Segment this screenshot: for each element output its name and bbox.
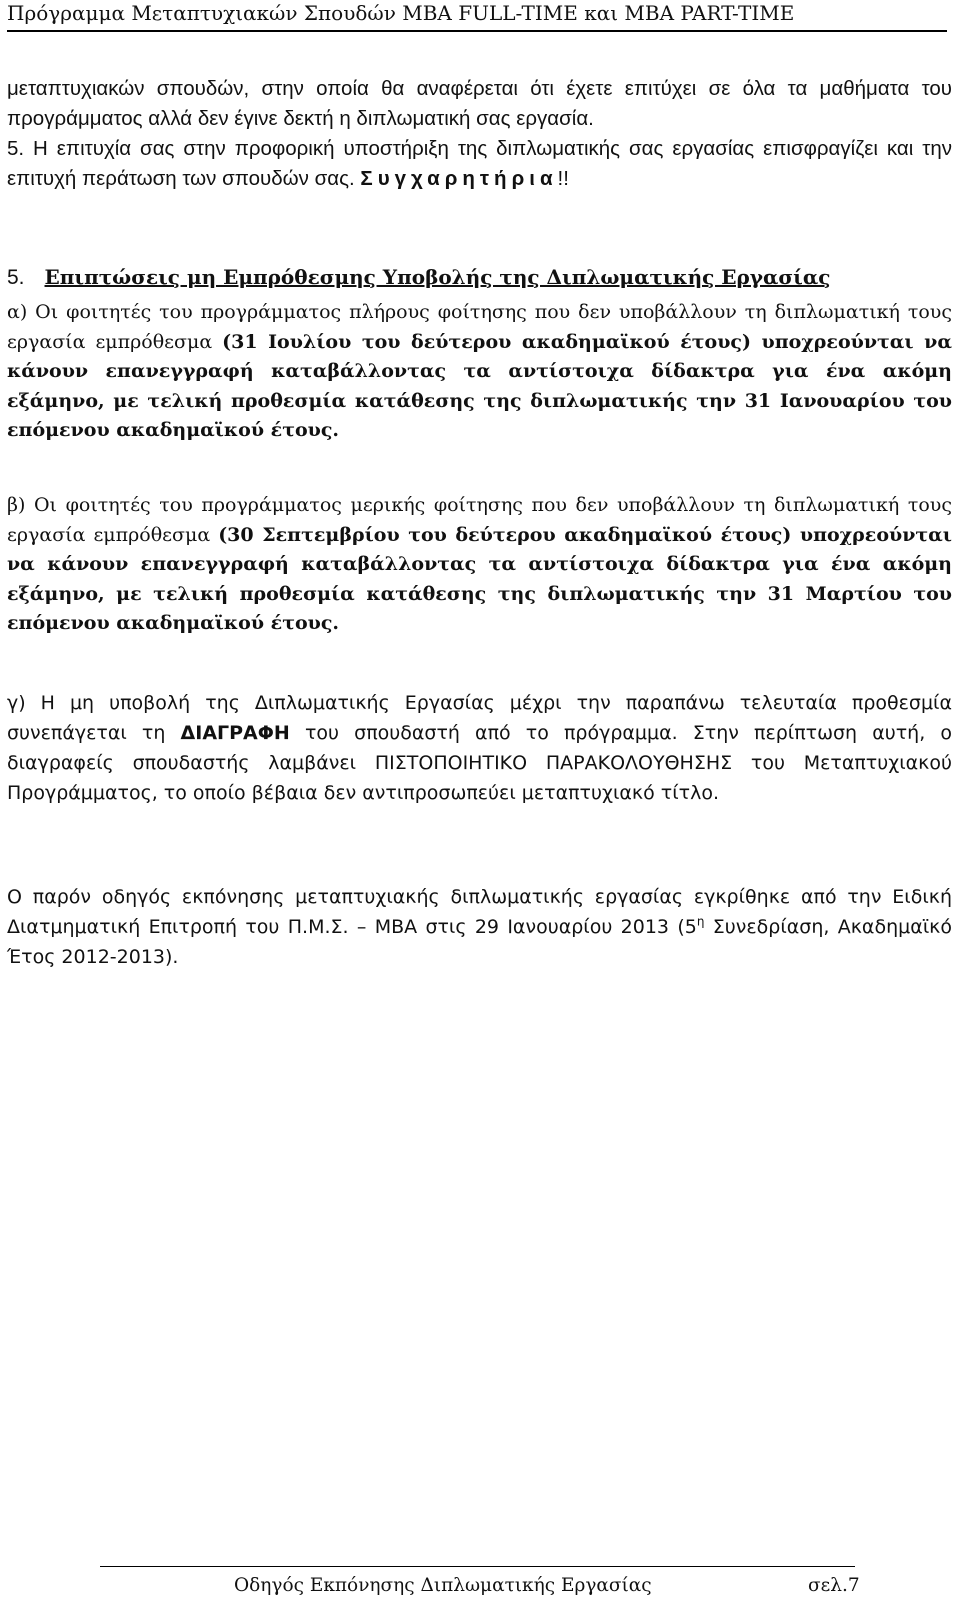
item-5-paragraph — [7, 134, 952, 194]
paragraph-a-text: α) Οι φοιτητές του προγράμματος πλήρους φοίτησης που δεν υποβάλλουν τη διπλωματική τους εργασία εμπρόθεσμα — [7, 301, 952, 353]
page-header — [7, 0, 947, 32]
continuation-paragraph: μεταπτυχιακών σπουδών, στην οποία θα αναφέρεται ότι έχετε επιτύχει σε όλα τα μαθήματα του προγράμματος αλλά δεν έγινε δεκτή η διπλωματική σας εργασία. — [7, 77, 952, 130]
paragraph-c-text: γ) Η μη υποβολή της Διπλωματικής Εργασίας μέχρι την παραπάνω τελευταία προθεσμία συνεπάγεται τη — [7, 692, 952, 744]
paragraph-d — [7, 882, 952, 972]
paragraph-b-bold: (30 Σεπτεμβρίου του δεύτερου ακαδημαϊκού έτους) υποχρεούνται να κάνουν επανεγγραφή καταβάλλοντας τα αντίστοιχα δίδακτρα για ένα ακόμη εξάμηνο, με τελική προθεσμία κατάθεσης της διπλωματικής την 31 Μαρτίου του επόμενου ακαδημαϊκού έτους. — [7, 523, 952, 634]
footer-divider — [100, 1566, 855, 1567]
paragraph-d-text: Ο παρόν οδηγός εκπόνησης μεταπτυχιακής διπλωματικής εργασίας εγκρίθηκε από την Ειδική Διατμηματική Επιτροπή του Π.Μ.Σ. – MBA στις 29 Ιανουαρίου 2013 (5 — [7, 886, 952, 938]
footer-page-number: σελ.7 — [808, 1575, 860, 1596]
section-number: 5. — [7, 266, 25, 289]
paragraph-c — [7, 688, 952, 808]
paragraph-c-bold: ΔΙΑΓΡΑΦΗ — [180, 722, 290, 744]
paragraph-c-after: του σπουδαστή από το πρόγραμμα. — [304, 722, 678, 744]
section-title: Επιπτώσεις μη Εμπρόθεσμης Υποβολής της Διπλωματικής Εργασίας — [44, 265, 831, 289]
congratulations-suffix: !! — [557, 167, 569, 190]
item-5-text: 5. Η επιτυχία σας στην προφορική υποστήριξη της διπλωματικής σας εργασίας επισφραγίζει και την επιτυχή περάτωση των σπουδών σας. — [7, 137, 952, 190]
paragraph-a-bold: (31 Ιουλίου του δεύτερου ακαδημαϊκού έτους) υποχρεούνται να κάνουν επανεγγραφή καταβάλλοντας τα αντίστοιχα δίδακτρα για ένα ακόμη εξάμηνο, με τελική προθεσμία κατάθεσης της διπλωματικής την 31 Ιανουαρίου του επόμενου ακαδημαϊκού έτους. — [7, 330, 952, 441]
section-heading — [7, 262, 830, 293]
paragraph-c-continuation: Στην περίπτωση αυτή, ο διαγραφείς σπουδαστής λαμβάνει ΠΙΣΤΟΠΟΙΗΤΙΚΟ ΠΑΡΑΚΟΛΟΥΘΗΣΗΣ του Μεταπτυχιακού Προγράμματος, το οποίο βέβαια δεν αντιπροσωπεύει μεταπτυχιακό τίτλο. — [7, 722, 953, 804]
congratulations-text: Συγχαρητήρια — [360, 167, 558, 190]
paragraph-b — [7, 491, 952, 639]
paragraph-d-text-end: Συνεδρίαση, Ακαδημαϊκό Έτος 2012-2013). — [7, 916, 952, 968]
header-title: Πρόγραμμα Μεταπτυχιακών Σπουδών MBA FULL-TIME και MBA PART-TIME — [7, 1, 795, 25]
paragraph-d-superscript: η — [696, 914, 705, 929]
footer-title: Οδηγός Εκπόνησης Διπλωματικής Εργασίας — [234, 1575, 652, 1596]
paragraph-a — [7, 298, 952, 446]
paragraph-b-text: β) Οι φοιτητές του προγράμματος μερικής φοίτησης που δεν υποβάλλουν τη διπλωματική τους εργασία εμπρόθεσμα — [7, 494, 952, 546]
continuation-text — [7, 74, 952, 194]
